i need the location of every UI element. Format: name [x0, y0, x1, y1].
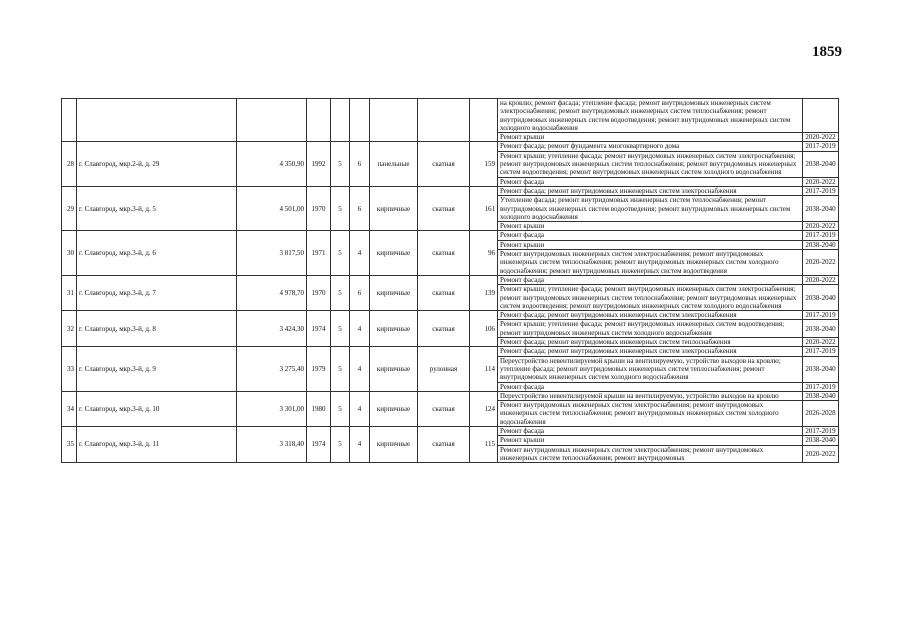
cell-work: Ремонт фасада; ремонт внутридомовых инженерных систем электроснабжения: [498, 311, 803, 320]
cell-work: Ремонт фасада: [498, 231, 803, 240]
cell-no: 30: [62, 231, 77, 275]
cell-entrances: 6: [350, 142, 370, 186]
cell-work: Ремонт крыши: [498, 240, 803, 249]
cell-area: [237, 99, 307, 142]
cell-floors: 5: [331, 426, 350, 462]
cell-area: 4 978,70: [237, 275, 307, 310]
cell-years: 2038-2040: [803, 391, 839, 400]
table-row: [62, 99, 839, 133]
cell-floors: 5: [331, 391, 350, 426]
cell-entrances: [350, 99, 370, 142]
table-row: [62, 231, 839, 240]
cell-years: 2020-2022: [803, 338, 839, 347]
cell-residents: 114: [470, 347, 498, 391]
cell-work: на кровлю; ремонт фасада; утепление фасада; ремонт внутридомовых инженерных систем электроснабжения; ремонт внутридомовых инженерных систем теплоснабжения; ремонт внутридомовых инженерных систем водоотведения; ремонт внутридомовых инженерных систем холодного водоснабжения: [498, 99, 803, 133]
cell-residents: 115: [470, 426, 498, 462]
cell-residents: 96: [470, 231, 498, 275]
cell-year: 1979: [307, 347, 331, 391]
cell-work: Ремонт фасада; ремонт фундамента многоквартирного дома: [498, 142, 803, 151]
cell-roof: [418, 99, 470, 142]
cell-years: 2017-2019: [803, 231, 839, 240]
cell-years: 2038-2040: [803, 285, 839, 311]
cell-walls: [370, 99, 418, 142]
cell-roof: скатная: [418, 391, 470, 426]
cell-work: Ремонт фасада; ремонт внутридомовых инженерных систем электроснабжения: [498, 347, 803, 356]
cell-work: Переустройство невентилируемой крыши на вентилируемую, устройство выходов на кровлю; утепление фасада; ремонт внутридомовых инженерных систем теплоснабжения; ремонт внутридомовых инженерных систем холодного водоснабжения: [498, 356, 803, 382]
cell-years: 2020-2022: [803, 250, 839, 276]
cell-year: 1974: [307, 311, 331, 347]
cell-floors: 5: [331, 142, 350, 186]
repair-schedule-table: [61, 98, 839, 463]
cell-entrances: 6: [350, 275, 370, 310]
cell-walls: кирпичные: [370, 391, 418, 426]
cell-work: Ремонт фасада: [498, 382, 803, 391]
cell-no: 28: [62, 142, 77, 186]
cell-years: [803, 99, 839, 133]
cell-floors: 5: [331, 347, 350, 391]
cell-no: 31: [62, 275, 77, 310]
cell-year: 1970: [307, 186, 331, 230]
cell-work: Ремонт фасада: [498, 177, 803, 186]
cell-residents: 139: [470, 275, 498, 310]
table-row: [62, 426, 839, 435]
page-number: 1859: [812, 44, 842, 60]
cell-no: [62, 99, 77, 142]
cell-work: Ремонт фасада: [498, 426, 803, 435]
cell-work: Ремонт фасада: [498, 275, 803, 284]
cell-roof: рулонная: [418, 347, 470, 391]
cell-year: 1971: [307, 231, 331, 275]
cell-no: 32: [62, 311, 77, 347]
cell-area: 4 501,00: [237, 186, 307, 230]
cell-walls: кирпичные: [370, 275, 418, 310]
cell-walls: кирпичные: [370, 231, 418, 275]
cell-years: 2038-2040: [803, 151, 839, 177]
cell-area: 4 350,90: [237, 142, 307, 186]
cell-work: Ремонт крыши: [498, 133, 803, 142]
cell-entrances: 4: [350, 311, 370, 347]
cell-no: 35: [62, 426, 77, 462]
cell-no: 34: [62, 391, 77, 426]
cell-residents: [470, 99, 498, 142]
cell-year: [307, 99, 331, 142]
cell-years: 2017-2019: [803, 382, 839, 391]
cell-roof: скатная: [418, 186, 470, 230]
cell-work: Переустройство невентилируемой крыши на вентилируемую, устройство выходов на кровлю: [498, 391, 803, 400]
cell-walls: кирпичные: [370, 186, 418, 230]
cell-entrances: 4: [350, 347, 370, 391]
cell-work: Ремонт внутридомовых инженерных систем электроснабжения; ремонт внутридомовых инженерных систем теплоснабжения; ремонт внутридомовых: [498, 445, 803, 463]
cell-walls: кирпичные: [370, 347, 418, 391]
cell-roof: скатная: [418, 311, 470, 347]
cell-work: Утепление фасада; ремонт внутридомовых инженерных систем теплоснабжения; ремонт внутридомовых инженерных систем водоотведения; ремонт внутридомовых инженерных систем холодного водоснабжения: [498, 196, 803, 222]
cell-residents: 159: [470, 142, 498, 186]
cell-years: 2038-2040: [803, 356, 839, 382]
cell-work: Ремонт крыши; утепление фасада; ремонт внутридомовых инженерных систем электроснабжения; ремонт внутридомовых инженерных систем теплоснабжения; ремонт внутридомовых инженерных систем водоотведения; ремонт внутридомовых инженерных систем холодного водоснабжения: [498, 151, 803, 177]
cell-years: 2026-2028: [803, 401, 839, 427]
cell-years: 2017-2019: [803, 142, 839, 151]
cell-years: 2038-2040: [803, 436, 839, 445]
cell-address: г. Славгород, мкр.2-й, д. 29: [77, 142, 237, 186]
cell-no: 29: [62, 186, 77, 230]
cell-years: 2020-2022: [803, 177, 839, 186]
cell-entrances: 4: [350, 231, 370, 275]
cell-years: 2017-2019: [803, 311, 839, 320]
cell-area: 3 301,00: [237, 391, 307, 426]
cell-years: 2017-2019: [803, 347, 839, 356]
cell-address: г. Славгород, мкр.3-й, д. 11: [77, 426, 237, 462]
cell-work: Ремонт крыши; утепление фасада; ремонт внутридомовых инженерных систем электроснабжения; ремонт внутридомовых инженерных систем теплоснабжения; ремонт внутридомовых инженерных систем водоотведения; ремонт внутридомовых инженерных систем холодного водоснабжения: [498, 285, 803, 311]
table-row: [62, 311, 839, 320]
table-row: [62, 142, 839, 151]
cell-floors: 5: [331, 186, 350, 230]
cell-work: Ремонт фасада; ремонт внутридомовых инженерных систем теплоснабжения: [498, 338, 803, 347]
cell-years: 2017-2019: [803, 426, 839, 435]
cell-years: 2038-2040: [803, 196, 839, 222]
cell-years: 2020-2022: [803, 133, 839, 142]
cell-years: 2020-2022: [803, 445, 839, 463]
cell-years: 2020-2022: [803, 275, 839, 284]
cell-area: 3 817,50: [237, 231, 307, 275]
cell-address: [77, 99, 237, 142]
table-body: [62, 99, 839, 463]
cell-address: г. Славгород, мкр.3-й, д. 10: [77, 391, 237, 426]
cell-work: Ремонт крыши: [498, 436, 803, 445]
cell-roof: скатная: [418, 275, 470, 310]
cell-entrances: 6: [350, 186, 370, 230]
cell-address: г. Славгород, мкр.3-й, д. 5: [77, 186, 237, 230]
cell-years: 2020-2022: [803, 222, 839, 231]
cell-walls: кирпичные: [370, 311, 418, 347]
cell-walls: панельные: [370, 142, 418, 186]
cell-roof: скатная: [418, 426, 470, 462]
cell-entrances: 4: [350, 391, 370, 426]
cell-work: Ремонт крыши: [498, 222, 803, 231]
cell-work: Ремонт крыши; утепление фасада; ремонт внутридомовых инженерных систем водоотведения; ремонт внутридомовых инженерных систем холодного водоснабжения: [498, 320, 803, 338]
cell-address: г. Славгород, мкр.3-й, д. 9: [77, 347, 237, 391]
table-row: [62, 186, 839, 195]
table-row: [62, 275, 839, 284]
cell-walls: кирпичные: [370, 426, 418, 462]
cell-year: 1992: [307, 142, 331, 186]
cell-work: Ремонт внутридомовых инженерных систем электроснабжения; ремонт внутридомовых инженерных систем теплоснабжения; ремонт внутридомовых инженерных систем холодного водоснабжения; ремонт внутридомовых инженерных систем водоотведения: [498, 250, 803, 276]
cell-years: 2038-2040: [803, 240, 839, 249]
cell-no: 33: [62, 347, 77, 391]
cell-residents: 106: [470, 311, 498, 347]
cell-entrances: 4: [350, 426, 370, 462]
cell-address: г. Славгород, мкр.3-й, д. 8: [77, 311, 237, 347]
cell-years: 2017-2019: [803, 186, 839, 195]
table-row: [62, 347, 839, 356]
cell-area: 3 424,30: [237, 311, 307, 347]
cell-floors: [331, 99, 350, 142]
cell-year: 1970: [307, 275, 331, 310]
cell-floors: 5: [331, 231, 350, 275]
cell-address: г. Славгород, мкр.3-й, д. 6: [77, 231, 237, 275]
cell-work: Ремонт внутридомовых инженерных систем электроснабжения; ремонт внутридомовых инженерных систем теплоснабжения; ремонт внутридомовых инженерных систем холодного водоснабжения: [498, 401, 803, 427]
cell-work: Ремонт фасада; ремонт внутридомовых инженерных систем электроснабжения: [498, 186, 803, 195]
cell-floors: 5: [331, 311, 350, 347]
cell-roof: скатная: [418, 142, 470, 186]
cell-years: 2038-2040: [803, 320, 839, 338]
cell-area: 3 318,40: [237, 426, 307, 462]
table-row: [62, 391, 839, 400]
cell-roof: скатная: [418, 231, 470, 275]
cell-address: г. Славгород, мкр.3-й, д. 7: [77, 275, 237, 310]
cell-area: 3 275,40: [237, 347, 307, 391]
cell-floors: 5: [331, 275, 350, 310]
cell-year: 1980: [307, 391, 331, 426]
cell-residents: 161: [470, 186, 498, 230]
cell-residents: 124: [470, 391, 498, 426]
cell-year: 1974: [307, 426, 331, 462]
